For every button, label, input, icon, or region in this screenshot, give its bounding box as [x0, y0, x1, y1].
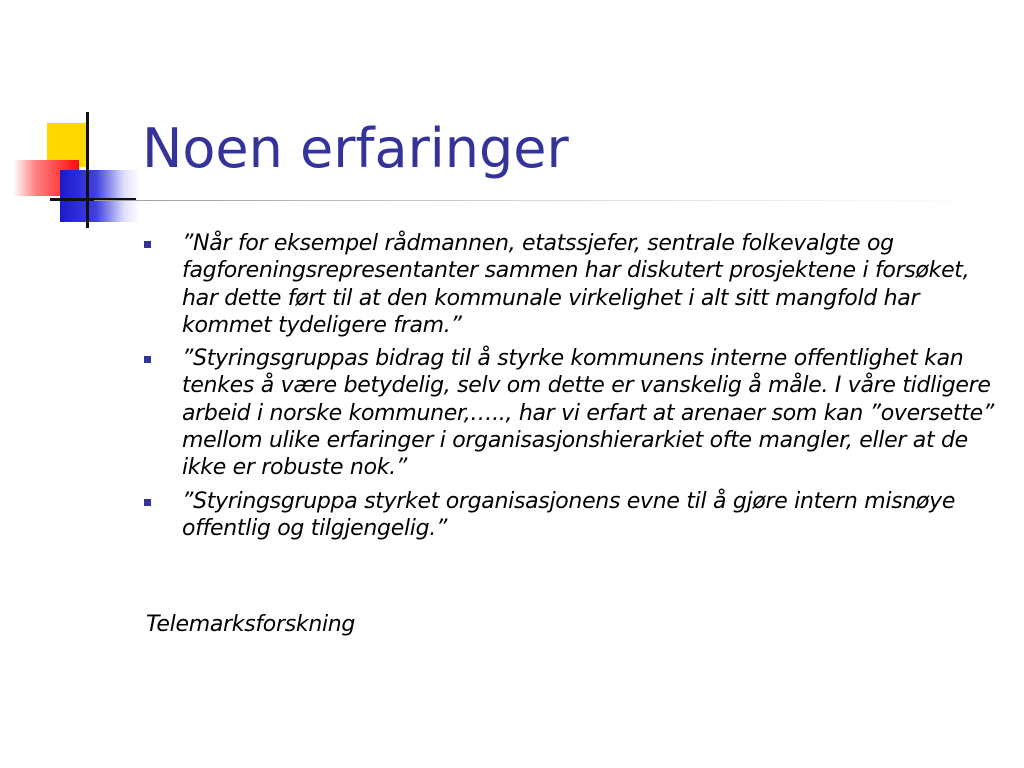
slide-title: Noen erfaringer: [142, 117, 569, 180]
bullet-text: ”Styringsgruppa styrket organisasjonens evne til å gjøre intern misnøye offentlig og tilgjengelig.”: [182, 488, 956, 541]
bullet-list: [144, 230, 1004, 548]
title-underline: [94, 200, 994, 201]
decorative-squares: [0, 0, 150, 240]
vertical-line: [86, 112, 89, 228]
bullet-item: [144, 230, 1004, 339]
bullet-item: [144, 488, 1004, 543]
blue-square: [60, 170, 140, 222]
bullet-square-icon: [144, 499, 151, 506]
bullet-square-icon: [144, 356, 151, 363]
bullet-text: ”Når for eksempel rådmannen, etatssjefer, sentrale folkevalgte og fagforeningsrepresentanter sammen har diskutert prosjektene i forsøket, har dette ført til at den kommunale virkelighet i alt sitt mangfold har kommet tydeligere fram.”: [182, 231, 970, 338]
bullet-text: ”Styringsgruppas bidrag til å styrke kommunens interne offentlighet kan tenkes å være betydelig, selv om dette er vanskelig å måle. I våre tidligere arbeid i norske kommuner,….., har vi erfart at arenaer som kan ”oversette” mellom ulike erfaringer i organisasjonshierarkiet ofte mangler, eller at de ikke er robuste nok.”: [182, 346, 995, 481]
bullet-item: [144, 345, 1004, 481]
bullet-square-icon: [144, 241, 151, 248]
source-label: Telemarksforskning: [146, 612, 356, 637]
